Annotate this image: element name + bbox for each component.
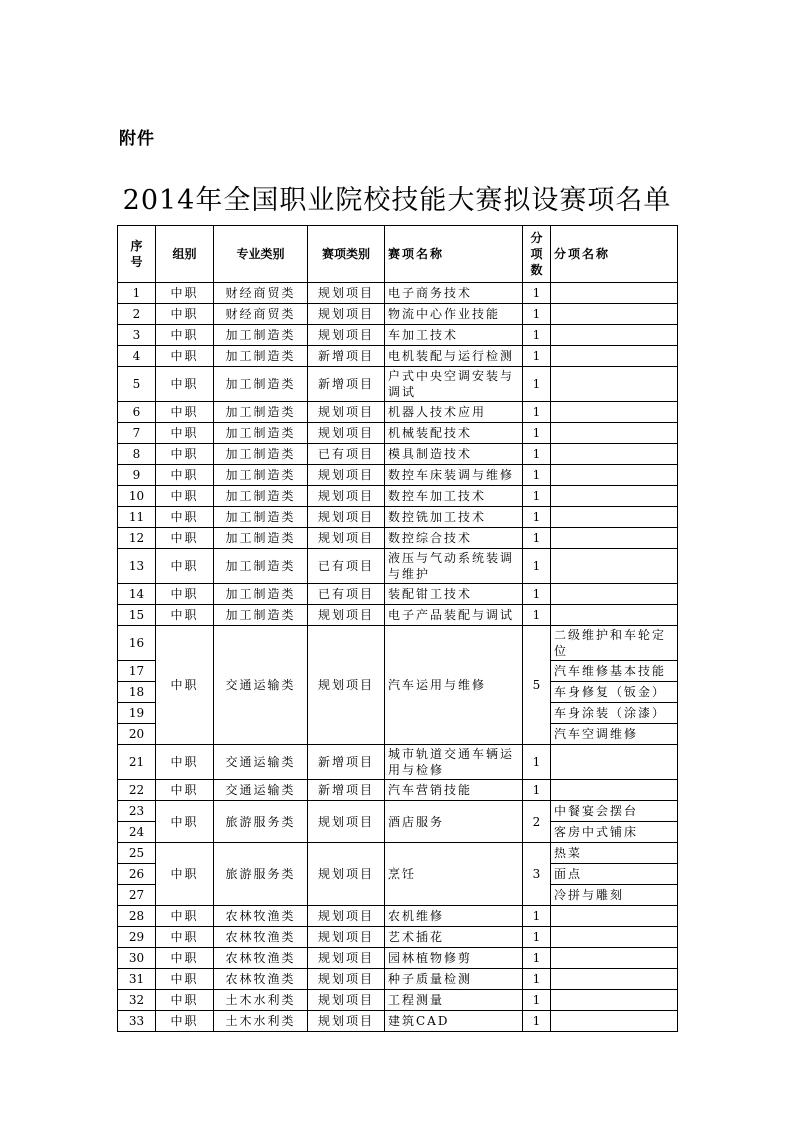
row-group: 中职 xyxy=(156,507,214,528)
row-sub-name xyxy=(551,927,678,948)
row-sub-count: 1 xyxy=(523,444,551,465)
row-number: 12 xyxy=(118,528,156,549)
row-group: 中职 xyxy=(156,927,214,948)
row-type: 规划项目 xyxy=(308,528,385,549)
row-sub-name: 中餐宴会摆台 xyxy=(551,801,678,822)
row-name: 电机装配与运行检测 xyxy=(385,346,523,367)
table-row xyxy=(118,528,678,549)
header-sub-count-line: 分 xyxy=(530,231,543,245)
row-name: 物流中心作业技能 xyxy=(385,304,523,325)
row-name: 车加工技术 xyxy=(385,325,523,346)
row-name: 机器人技术应用 xyxy=(385,402,523,423)
row-sub-count: 1 xyxy=(523,367,551,402)
row-major: 加工制造类 xyxy=(214,444,308,465)
row-group: 中职 xyxy=(156,486,214,507)
header-sub-count-line: 数 xyxy=(530,263,543,277)
row-group: 中职 xyxy=(156,465,214,486)
row-group: 中职 xyxy=(156,325,214,346)
table-row xyxy=(118,927,678,948)
table-row xyxy=(118,465,678,486)
table-row xyxy=(118,283,678,304)
row-sub-count: 1 xyxy=(523,507,551,528)
table-row xyxy=(118,843,678,864)
row-sub-count: 3 xyxy=(523,843,551,906)
row-number: 10 xyxy=(118,486,156,507)
header-sub-count xyxy=(523,226,551,283)
row-type: 新增项目 xyxy=(308,367,385,402)
row-number: 31 xyxy=(118,969,156,990)
row-group: 中职 xyxy=(156,423,214,444)
row-group: 中职 xyxy=(156,990,214,1011)
row-sub-count: 1 xyxy=(523,584,551,605)
row-major: 交通运输类 xyxy=(214,780,308,801)
row-type: 规划项目 xyxy=(308,990,385,1011)
row-major: 加工制造类 xyxy=(214,507,308,528)
row-number: 6 xyxy=(118,402,156,423)
row-sub-count: 1 xyxy=(523,745,551,780)
row-major: 农林牧渔类 xyxy=(214,948,308,969)
row-sub-count: 1 xyxy=(523,325,551,346)
row-name: 城市轨道交通车辆运用与检修 xyxy=(385,745,523,780)
row-major: 农林牧渔类 xyxy=(214,969,308,990)
header-name: 赛项名称 xyxy=(385,226,523,283)
row-sub-name xyxy=(551,465,678,486)
row-number: 26 xyxy=(118,864,156,885)
row-type: 规划项目 xyxy=(308,906,385,927)
row-number: 11 xyxy=(118,507,156,528)
row-sub-count: 1 xyxy=(523,346,551,367)
row-sub-count: 1 xyxy=(523,283,551,304)
row-name: 园林植物修剪 xyxy=(385,948,523,969)
row-number: 23 xyxy=(118,801,156,822)
table-row xyxy=(118,906,678,927)
table-row xyxy=(118,444,678,465)
table-row xyxy=(118,507,678,528)
row-sub-count: 1 xyxy=(523,1011,551,1032)
row-name: 数控车加工技术 xyxy=(385,486,523,507)
row-number: 33 xyxy=(118,1011,156,1032)
row-name: 种子质量检测 xyxy=(385,969,523,990)
row-type: 规划项目 xyxy=(308,423,385,444)
row-group: 中职 xyxy=(156,906,214,927)
row-sub-count: 1 xyxy=(523,990,551,1011)
row-name: 农机维修 xyxy=(385,906,523,927)
row-sub-count: 1 xyxy=(523,549,551,584)
row-sub-name xyxy=(551,444,678,465)
row-sub-name: 冷拼与雕刻 xyxy=(551,885,678,906)
row-sub-name xyxy=(551,549,678,584)
row-number: 32 xyxy=(118,990,156,1011)
row-type: 规划项目 xyxy=(308,605,385,626)
row-name: 工程测量 xyxy=(385,990,523,1011)
row-number: 7 xyxy=(118,423,156,444)
row-number: 4 xyxy=(118,346,156,367)
header-seq xyxy=(118,226,156,283)
row-major: 土木水利类 xyxy=(214,1011,308,1032)
row-sub-name xyxy=(551,780,678,801)
row-group: 中职 xyxy=(156,605,214,626)
row-sub-count: 5 xyxy=(523,626,551,745)
row-group: 中职 xyxy=(156,745,214,780)
row-sub-name xyxy=(551,745,678,780)
row-name: 数控车床装调与维修 xyxy=(385,465,523,486)
row-number: 22 xyxy=(118,780,156,801)
row-name: 电子商务技术 xyxy=(385,283,523,304)
row-number: 2 xyxy=(118,304,156,325)
row-name: 数控铣加工技术 xyxy=(385,507,523,528)
document-title: 2014年全国职业院校技能大赛拟设赛项名单 xyxy=(122,185,672,216)
row-group: 中职 xyxy=(156,969,214,990)
row-sub-name: 汽车维修基本技能 xyxy=(551,661,678,682)
row-major: 加工制造类 xyxy=(214,605,308,626)
row-major: 旅游服务类 xyxy=(214,843,308,906)
table-row xyxy=(118,626,678,661)
row-number: 8 xyxy=(118,444,156,465)
row-major: 加工制造类 xyxy=(214,325,308,346)
row-major: 加工制造类 xyxy=(214,528,308,549)
header-major: 专业类别 xyxy=(214,226,308,283)
row-type: 规划项目 xyxy=(308,465,385,486)
row-type: 规划项目 xyxy=(308,927,385,948)
row-name: 艺术插花 xyxy=(385,927,523,948)
row-sub-name xyxy=(551,584,678,605)
row-group: 中职 xyxy=(156,948,214,969)
table-row xyxy=(118,948,678,969)
row-major: 财经商贸类 xyxy=(214,283,308,304)
row-sub-name xyxy=(551,906,678,927)
row-type: 规划项目 xyxy=(308,801,385,843)
header-sub-name: 分项名称 xyxy=(551,226,678,283)
row-type: 规划项目 xyxy=(308,283,385,304)
row-number: 25 xyxy=(118,843,156,864)
row-type: 规划项目 xyxy=(308,948,385,969)
row-type: 规划项目 xyxy=(308,304,385,325)
row-number: 9 xyxy=(118,465,156,486)
row-number: 15 xyxy=(118,605,156,626)
row-sub-count: 1 xyxy=(523,969,551,990)
row-number: 24 xyxy=(118,822,156,843)
row-sub-count: 1 xyxy=(523,780,551,801)
row-sub-name xyxy=(551,528,678,549)
row-group: 中职 xyxy=(156,1011,214,1032)
row-sub-name xyxy=(551,325,678,346)
row-major: 加工制造类 xyxy=(214,486,308,507)
row-sub-name: 二级维护和车轮定位 xyxy=(551,626,678,661)
row-major: 交通运输类 xyxy=(214,745,308,780)
row-sub-name: 热菜 xyxy=(551,843,678,864)
row-group: 中职 xyxy=(156,304,214,325)
header-sub-count-line: 项 xyxy=(530,247,543,261)
row-major: 农林牧渔类 xyxy=(214,927,308,948)
row-sub-count: 1 xyxy=(523,528,551,549)
row-number: 20 xyxy=(118,724,156,745)
row-sub-count: 1 xyxy=(523,486,551,507)
row-sub-name: 客房中式铺床 xyxy=(551,822,678,843)
row-sub-name xyxy=(551,402,678,423)
header-group: 组别 xyxy=(156,226,214,283)
row-name: 汽车营销技能 xyxy=(385,780,523,801)
row-group: 中职 xyxy=(156,626,214,745)
row-type: 规划项目 xyxy=(308,1011,385,1032)
row-sub-name: 车身涂装（涂漆） xyxy=(551,703,678,724)
row-name: 电子产品装配与调试 xyxy=(385,605,523,626)
row-number: 21 xyxy=(118,745,156,780)
row-name: 汽车运用与维修 xyxy=(385,626,523,745)
row-major: 加工制造类 xyxy=(214,367,308,402)
row-type: 新增项目 xyxy=(308,745,385,780)
row-major: 土木水利类 xyxy=(214,990,308,1011)
row-name: 数控综合技术 xyxy=(385,528,523,549)
row-group: 中职 xyxy=(156,444,214,465)
row-group: 中职 xyxy=(156,283,214,304)
row-major: 加工制造类 xyxy=(214,402,308,423)
table-row xyxy=(118,325,678,346)
row-number: 28 xyxy=(118,906,156,927)
header-type: 赛项类别 xyxy=(308,226,385,283)
row-number: 29 xyxy=(118,927,156,948)
row-sub-count: 1 xyxy=(523,927,551,948)
row-group: 中职 xyxy=(156,801,214,843)
row-group: 中职 xyxy=(156,367,214,402)
table-row xyxy=(118,605,678,626)
row-sub-name xyxy=(551,507,678,528)
row-sub-name xyxy=(551,304,678,325)
header-seq-line: 序 xyxy=(130,239,143,253)
row-type: 已有项目 xyxy=(308,549,385,584)
header-row xyxy=(118,226,678,283)
row-major: 农林牧渔类 xyxy=(214,906,308,927)
competition-table xyxy=(117,225,678,1032)
row-sub-name xyxy=(551,367,678,402)
row-sub-name: 车身修复（钣金） xyxy=(551,682,678,703)
row-type: 规划项目 xyxy=(308,402,385,423)
row-sub-name xyxy=(551,605,678,626)
table-row xyxy=(118,486,678,507)
row-type: 规划项目 xyxy=(308,969,385,990)
table-row xyxy=(118,780,678,801)
row-major: 加工制造类 xyxy=(214,346,308,367)
row-sub-count: 1 xyxy=(523,605,551,626)
row-number: 14 xyxy=(118,584,156,605)
row-major: 交通运输类 xyxy=(214,626,308,745)
row-name: 户式中央空调安装与调试 xyxy=(385,367,523,402)
row-sub-name xyxy=(551,346,678,367)
table-row xyxy=(118,745,678,780)
row-type: 新增项目 xyxy=(308,780,385,801)
row-name: 模具制造技术 xyxy=(385,444,523,465)
row-group: 中职 xyxy=(156,843,214,906)
table-row xyxy=(118,969,678,990)
row-type: 规划项目 xyxy=(308,843,385,906)
row-group: 中职 xyxy=(156,346,214,367)
row-number: 13 xyxy=(118,549,156,584)
table-row xyxy=(118,584,678,605)
row-major: 旅游服务类 xyxy=(214,801,308,843)
row-major: 财经商贸类 xyxy=(214,304,308,325)
row-sub-name xyxy=(551,990,678,1011)
row-number: 3 xyxy=(118,325,156,346)
row-group: 中职 xyxy=(156,584,214,605)
table-row xyxy=(118,367,678,402)
row-sub-count: 1 xyxy=(523,423,551,444)
row-major: 加工制造类 xyxy=(214,423,308,444)
row-sub-count: 2 xyxy=(523,801,551,843)
row-sub-name xyxy=(551,948,678,969)
table-row xyxy=(118,346,678,367)
row-name: 装配钳工技术 xyxy=(385,584,523,605)
row-sub-name xyxy=(551,423,678,444)
table-row xyxy=(118,990,678,1011)
table-row xyxy=(118,304,678,325)
row-sub-count: 1 xyxy=(523,906,551,927)
row-sub-name xyxy=(551,283,678,304)
row-sub-name xyxy=(551,969,678,990)
row-number: 27 xyxy=(118,885,156,906)
table-row xyxy=(118,801,678,822)
row-sub-name: 面点 xyxy=(551,864,678,885)
row-number: 5 xyxy=(118,367,156,402)
table-row xyxy=(118,402,678,423)
row-type: 已有项目 xyxy=(308,444,385,465)
row-type: 规划项目 xyxy=(308,486,385,507)
row-name: 酒店服务 xyxy=(385,801,523,843)
row-number: 30 xyxy=(118,948,156,969)
row-group: 中职 xyxy=(156,549,214,584)
attachment-label: 附件 xyxy=(119,129,155,149)
row-major: 加工制造类 xyxy=(214,549,308,584)
row-name: 建筑CAD xyxy=(385,1011,523,1032)
table-row xyxy=(118,1011,678,1032)
row-group: 中职 xyxy=(156,780,214,801)
row-number: 19 xyxy=(118,703,156,724)
row-sub-name xyxy=(551,1011,678,1032)
row-number: 1 xyxy=(118,283,156,304)
row-type: 规划项目 xyxy=(308,626,385,745)
row-name: 液压与气动系统装调与维护 xyxy=(385,549,523,584)
row-group: 中职 xyxy=(156,402,214,423)
row-major: 加工制造类 xyxy=(214,584,308,605)
row-group: 中职 xyxy=(156,528,214,549)
row-name: 机械装配技术 xyxy=(385,423,523,444)
row-sub-count: 1 xyxy=(523,948,551,969)
row-sub-name xyxy=(551,486,678,507)
table-row xyxy=(118,549,678,584)
row-sub-count: 1 xyxy=(523,465,551,486)
row-type: 规划项目 xyxy=(308,507,385,528)
row-type: 规划项目 xyxy=(308,325,385,346)
row-name: 烹饪 xyxy=(385,843,523,906)
row-sub-count: 1 xyxy=(523,402,551,423)
row-number: 18 xyxy=(118,682,156,703)
row-type: 已有项目 xyxy=(308,584,385,605)
row-sub-name: 汽车空调维修 xyxy=(551,724,678,745)
header-seq-line: 号 xyxy=(130,255,143,269)
row-type: 新增项目 xyxy=(308,346,385,367)
row-number: 17 xyxy=(118,661,156,682)
row-sub-count: 1 xyxy=(523,304,551,325)
row-number: 16 xyxy=(118,626,156,661)
row-major: 加工制造类 xyxy=(214,465,308,486)
table-row xyxy=(118,423,678,444)
